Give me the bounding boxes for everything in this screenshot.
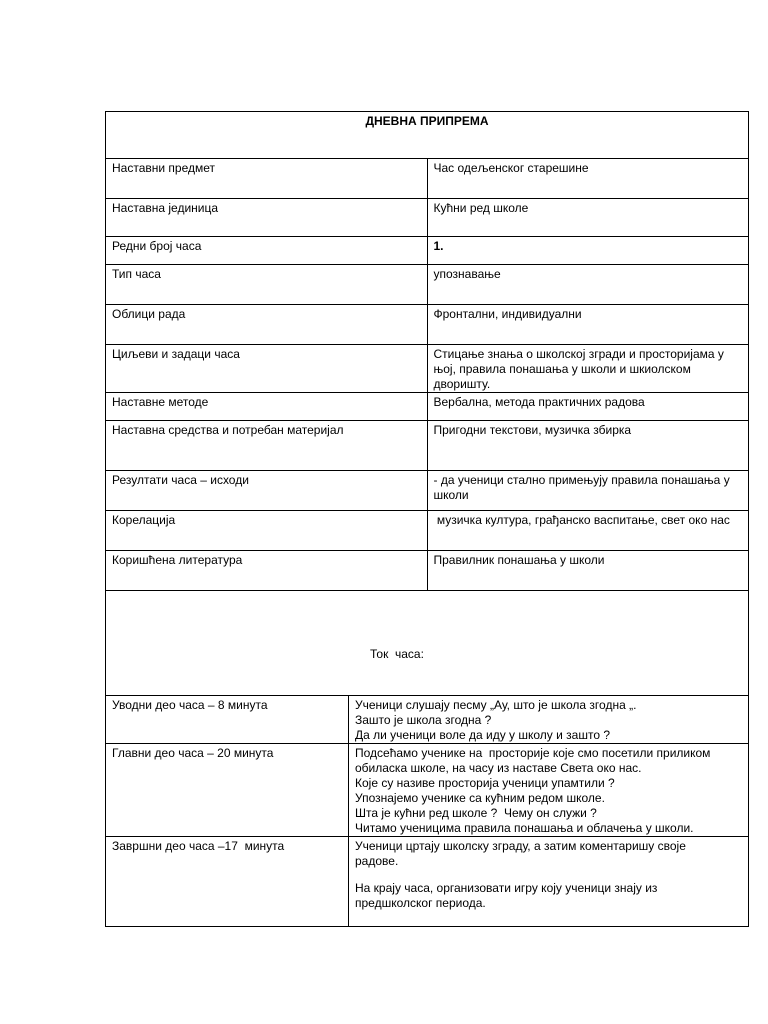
title-cell bbox=[106, 112, 749, 159]
lesson-plan-document bbox=[105, 111, 749, 927]
row-value: Фронтални, индивидуални bbox=[427, 305, 749, 345]
table-row bbox=[106, 237, 749, 265]
row-label: Наставна јединица bbox=[106, 199, 428, 237]
phase-line: На крају часа, организовати игру коју ученици знају из bbox=[355, 881, 658, 895]
table-row bbox=[106, 421, 749, 471]
row-value: Пригодни текстови, музичка збирка bbox=[427, 421, 749, 471]
row-label: Циљеви и задаци часа bbox=[106, 345, 428, 393]
info-table bbox=[105, 111, 749, 591]
table-row bbox=[106, 265, 749, 305]
table-row bbox=[106, 471, 749, 511]
table-row bbox=[106, 159, 749, 199]
row-label: Коришћена литература bbox=[106, 551, 428, 591]
phase-line: обиласка школе, на часу из наставе Света око нас. bbox=[355, 761, 642, 775]
phase-content bbox=[349, 837, 749, 927]
phase-line: предшколског периода. bbox=[355, 896, 486, 910]
table-row bbox=[106, 551, 749, 591]
lesson-flow-heading: Ток часа: bbox=[370, 647, 424, 661]
phase-line: Ученици слушају песму „Ау, што је школа згодна „. bbox=[355, 698, 637, 712]
document-title: ДНЕВНА ПРИПРЕМА bbox=[365, 114, 489, 128]
phase-line: Шта је кућни ред школе ? Чему он служи ? bbox=[355, 806, 597, 820]
phase-line: Подсећамо ученике на просторије које смо посетили приликом bbox=[355, 746, 711, 760]
phase-line: Упознајемо ученике са кућним редом школе. bbox=[355, 791, 605, 805]
row-label: Наставни предмет bbox=[106, 159, 428, 199]
paragraph-gap bbox=[355, 869, 742, 881]
lesson-flow-section bbox=[105, 591, 749, 695]
phase-line: Читамо ученицима правила понашања и облачења у школи. bbox=[355, 821, 694, 835]
row-label: Облици рада bbox=[106, 305, 428, 345]
row-value: Час одељенског старешине bbox=[427, 159, 749, 199]
row-label: Наставна средства и потребан материјал bbox=[106, 421, 428, 471]
row-value: Кућни ред школе bbox=[427, 199, 749, 237]
row-value: Правилник понашања у школи bbox=[427, 551, 749, 591]
row-label: Наставне методе bbox=[106, 393, 428, 421]
row-label: Тип часа bbox=[106, 265, 428, 305]
phase-line: Да ли ученици воле да иду у школу и зашто ? bbox=[355, 728, 611, 742]
phase-label: Завршни део часа –17 минута bbox=[106, 837, 349, 927]
row-value: упознавање bbox=[427, 265, 749, 305]
row-label: Резултати часа – исходи bbox=[106, 471, 428, 511]
table-row bbox=[106, 345, 749, 393]
phase-content bbox=[349, 744, 749, 837]
table-row bbox=[106, 511, 749, 551]
title-row bbox=[106, 112, 749, 159]
phase-line: Зашто је школа згодна ? bbox=[355, 713, 492, 727]
phase-line: радове. bbox=[355, 854, 399, 868]
phases-table bbox=[105, 695, 749, 927]
table-row bbox=[106, 696, 749, 744]
row-value: - да ученици стално примењују правила понашања у школи bbox=[427, 471, 749, 511]
phase-line: Које су називе просторија ученици упамтили ? bbox=[355, 776, 615, 790]
phase-label: Главни део часа – 20 минута bbox=[106, 744, 349, 837]
phase-line: Ученици цртају школску зграду, а затим коментаришу своје bbox=[355, 839, 686, 853]
table-row bbox=[106, 305, 749, 345]
row-value: Стицање знања о школској згради и просторијама у њој, правила понашања у школи и шкиолском дворишту. bbox=[427, 345, 749, 393]
row-value: 1. bbox=[427, 237, 749, 265]
table-row bbox=[106, 744, 749, 837]
phase-content bbox=[349, 696, 749, 744]
table-row bbox=[106, 393, 749, 421]
row-label: Корелација bbox=[106, 511, 428, 551]
row-label: Редни број часа bbox=[106, 237, 428, 265]
phase-label: Уводни део часа – 8 минута bbox=[106, 696, 349, 744]
table-row bbox=[106, 199, 749, 237]
table-row bbox=[106, 837, 749, 927]
row-value: музичка култура, грађанско васпитање, свет око нас bbox=[427, 511, 749, 551]
row-value: Вербална, метода практичних радова bbox=[427, 393, 749, 421]
